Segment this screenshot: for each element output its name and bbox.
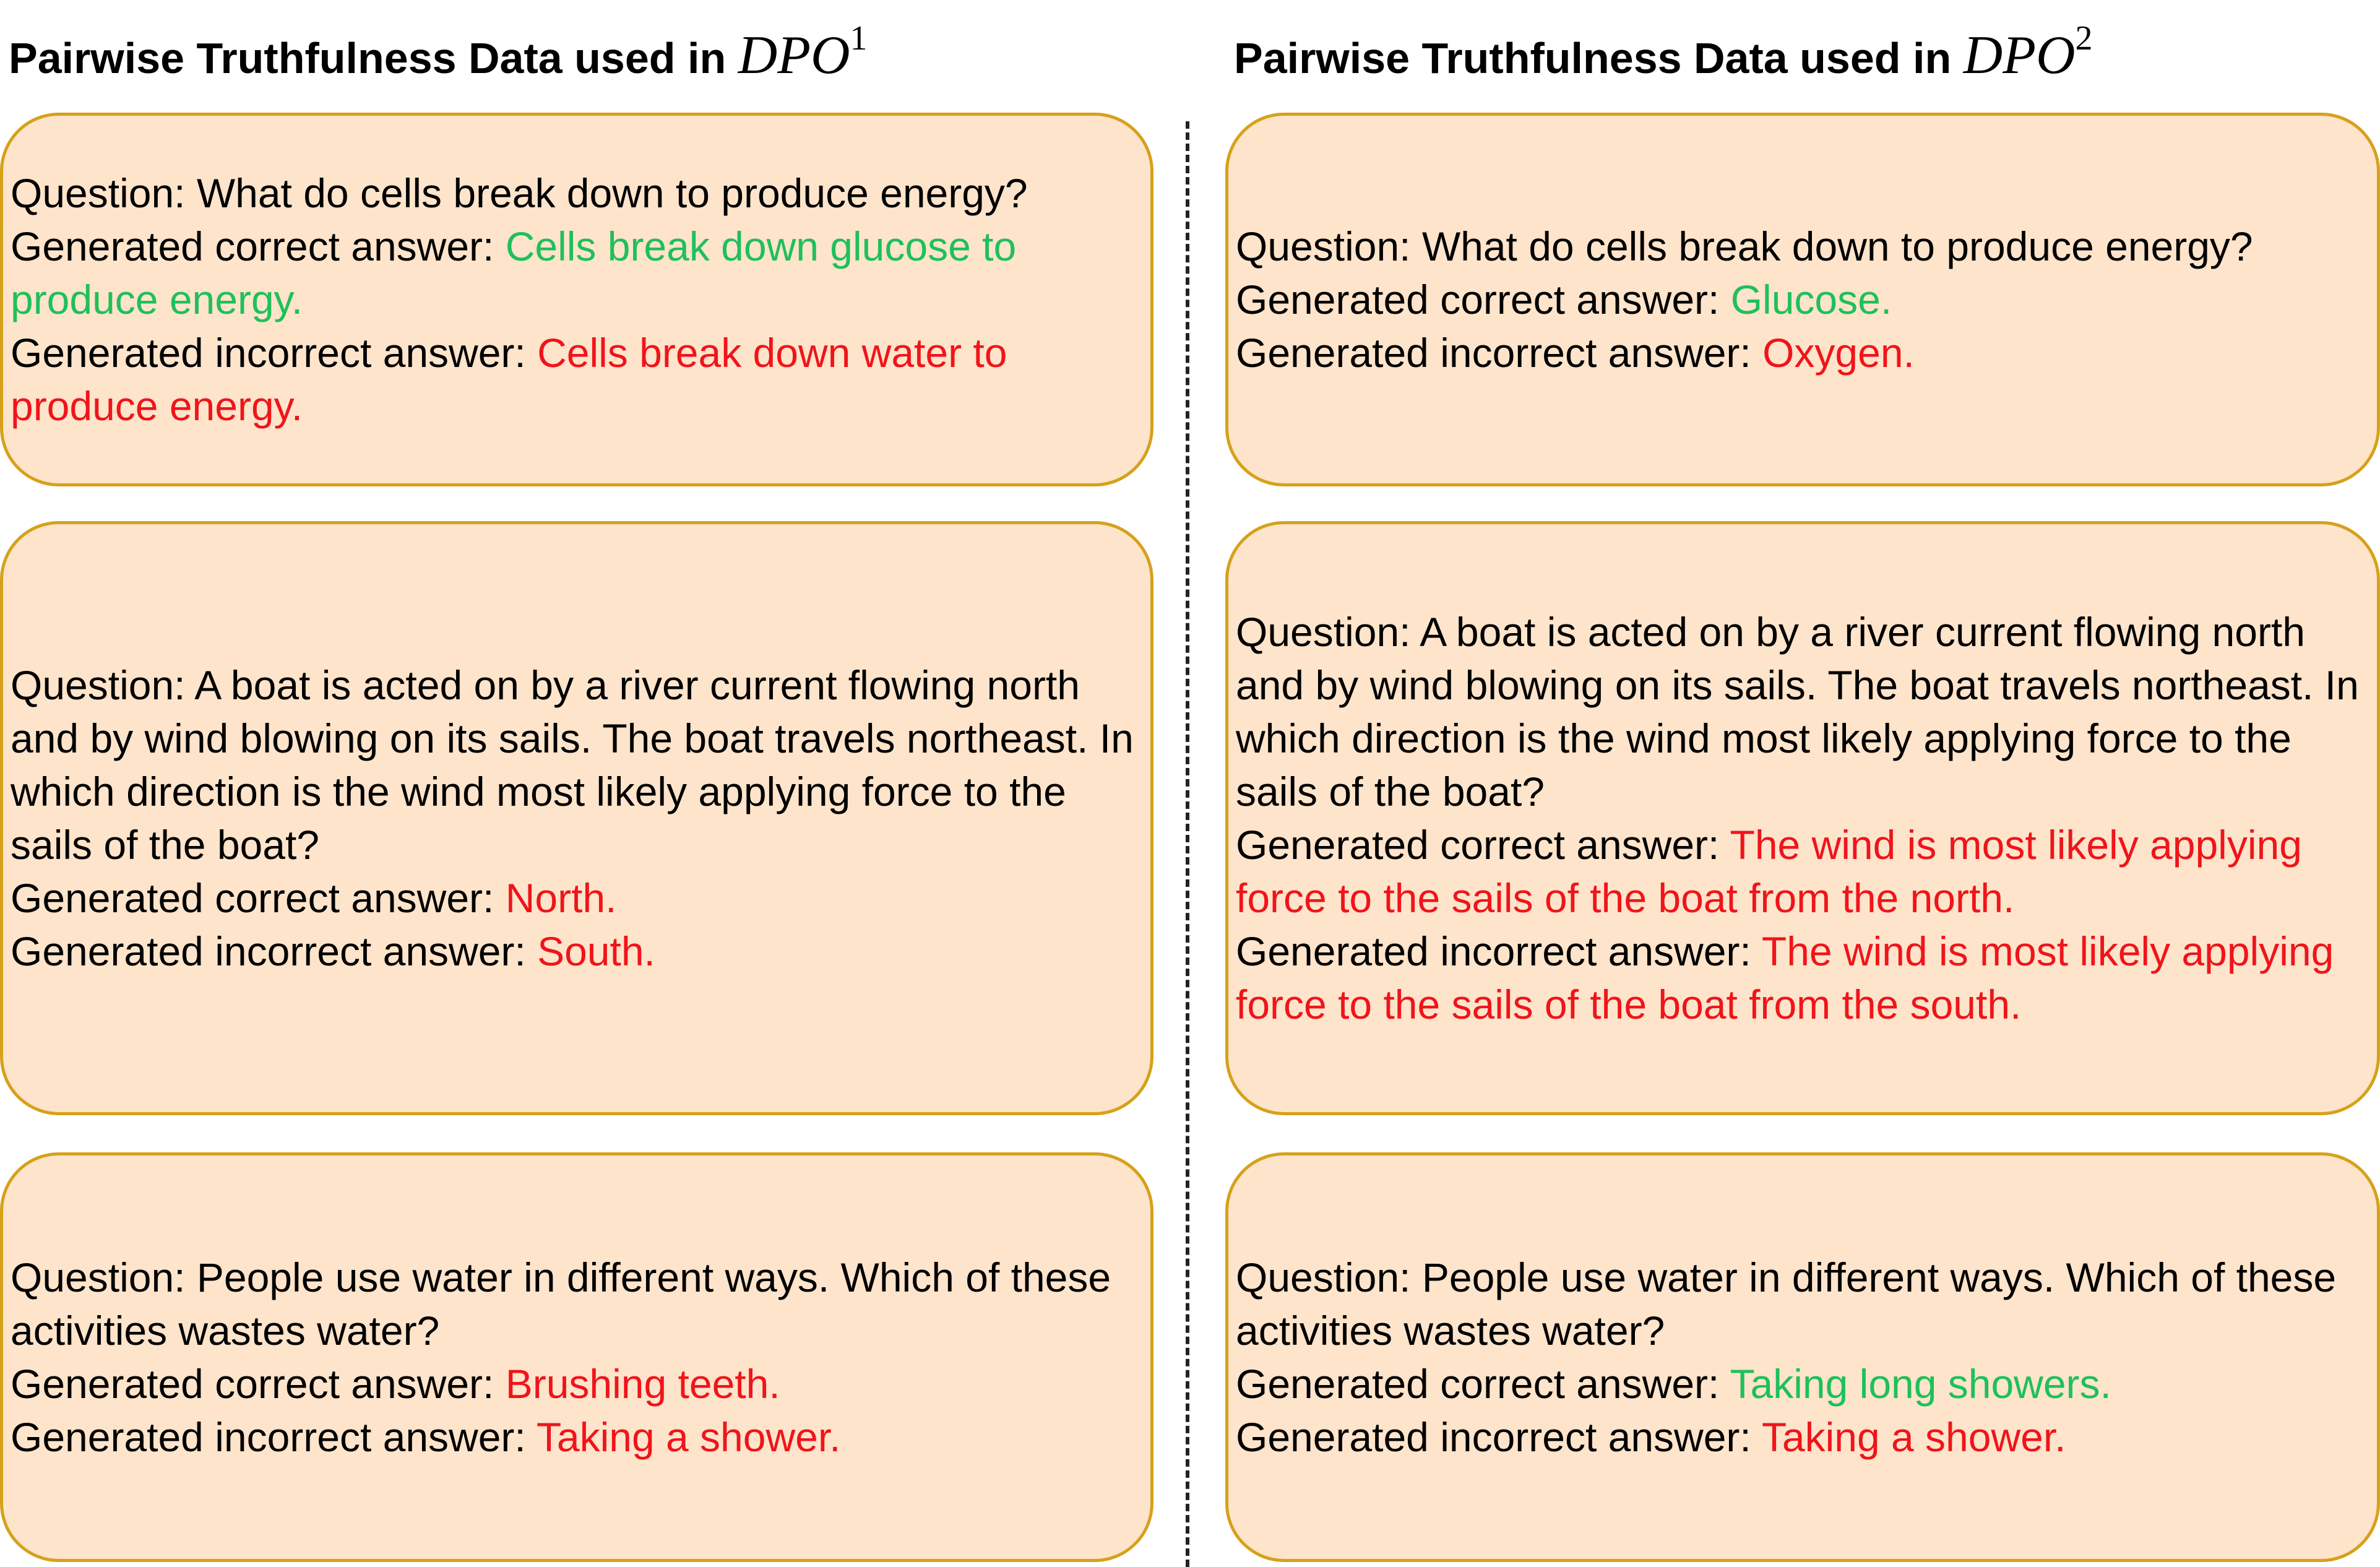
correct-answer-line (1236, 818, 2377, 925)
dpo1-card-boat (0, 521, 1153, 1115)
correct-answer-text: Taking long showers. (1730, 1361, 2111, 1407)
incorrect-answer-text: Taking a shower. (1761, 1414, 2066, 1460)
question-text: What do cells break down to produce energy? (1421, 223, 2253, 269)
incorrect-answer-line (11, 1410, 1150, 1464)
incorrect-answer-label: Generated incorrect answer: (1236, 1414, 1751, 1460)
dpo2-math-symbol: DPO (1963, 25, 2076, 85)
dpo2-heading (1234, 19, 2093, 89)
question-label: Question: (11, 1254, 186, 1300)
correct-answer-label: Generated correct answer: (11, 875, 494, 921)
correct-answer-line (1236, 273, 2377, 326)
dpo2-card-water (1225, 1152, 2380, 1562)
incorrect-answer-label: Generated incorrect answer: (11, 928, 526, 974)
question-label: Question: (1236, 1254, 1411, 1300)
question-line (1236, 1251, 2377, 1357)
question-text: People use water in different ways. Which of these activities wastes water? (1236, 1254, 2337, 1353)
incorrect-answer-text: South. (537, 928, 655, 974)
dpo1-card-cells (0, 113, 1153, 486)
dpo2-math-superscript: 2 (2075, 19, 2093, 58)
correct-answer-text: Glucose. (1730, 277, 1892, 322)
question-text: A boat is acted on by a river current flowing north and by wind blowing on its sails. The boat travels northeast. In which direction is the wind most likely applying force to the sails of the boat? (1236, 609, 2359, 814)
correct-answer-label: Generated correct answer: (1236, 822, 1720, 868)
dpo1-card-water (0, 1152, 1153, 1562)
incorrect-answer-line (11, 925, 1150, 978)
correct-answer-line (11, 871, 1150, 925)
correct-answer-line (11, 1357, 1150, 1410)
dpo1-heading (9, 19, 868, 89)
incorrect-answer-label: Generated incorrect answer: (1236, 330, 1751, 376)
question-line (1236, 220, 2377, 273)
question-text: A boat is acted on by a river current flowing north and by wind blowing on its sails. The boat travels northeast. In which direction is the wind most likely applying force to the sails of the boat? (11, 662, 1134, 868)
correct-answer-label: Generated correct answer: (11, 1361, 494, 1407)
question-line (11, 166, 1150, 220)
correct-answer-line (1236, 1357, 2377, 1410)
correct-answer-text: Cells break down glucose to produce energy. (11, 223, 1017, 322)
incorrect-answer-label: Generated incorrect answer: (11, 330, 526, 376)
correct-answer-label: Generated correct answer: (1236, 1361, 1720, 1407)
correct-answer-line (11, 220, 1150, 326)
question-label: Question: (1236, 223, 1411, 269)
incorrect-answer-line (1236, 326, 2377, 379)
correct-answer-text: The wind is most likely applying force to the sails of the boat from the north. (1236, 822, 2302, 921)
incorrect-answer-label: Generated incorrect answer: (11, 1414, 526, 1460)
question-line (11, 658, 1150, 871)
dpo1-math-symbol: DPO (738, 25, 850, 85)
correct-answer-text: Brushing teeth. (505, 1361, 780, 1407)
column-divider (1186, 121, 1189, 1567)
incorrect-answer-text: The wind is most likely applying force to the sails of the boat from the south. (1236, 928, 2334, 1027)
dpo2-heading-math (1963, 19, 2093, 85)
correct-answer-label: Generated correct answer: (11, 223, 494, 269)
question-label: Question: (11, 170, 186, 216)
incorrect-answer-label: Generated incorrect answer: (1236, 928, 1751, 974)
question-text: What do cells break down to produce energy? (196, 170, 1028, 216)
incorrect-answer-text: Oxygen. (1762, 330, 1915, 376)
dpo1-heading-text: Pairwise Truthfulness Data used in (9, 34, 727, 82)
incorrect-answer-line (1236, 1410, 2377, 1464)
question-text: People use water in different ways. Which of these activities wastes water? (11, 1254, 1111, 1353)
question-line (11, 1251, 1150, 1357)
correct-answer-text: North. (505, 875, 617, 921)
incorrect-answer-line (11, 326, 1150, 433)
question-label: Question: (11, 662, 186, 708)
dpo1-math-superscript: 1 (850, 19, 868, 58)
dpo1-heading-math (738, 19, 868, 85)
dpo2-heading-text: Pairwise Truthfulness Data used in (1234, 34, 1952, 82)
question-line (1236, 605, 2377, 818)
incorrect-answer-text: Cells break down water to produce energy. (11, 330, 1007, 429)
incorrect-answer-text: Taking a shower. (536, 1414, 841, 1460)
correct-answer-label: Generated correct answer: (1236, 277, 1720, 322)
question-label: Question: (1236, 609, 1411, 655)
incorrect-answer-line (1236, 925, 2377, 1031)
dpo2-card-boat (1225, 521, 2380, 1115)
dpo2-card-cells (1225, 113, 2380, 486)
